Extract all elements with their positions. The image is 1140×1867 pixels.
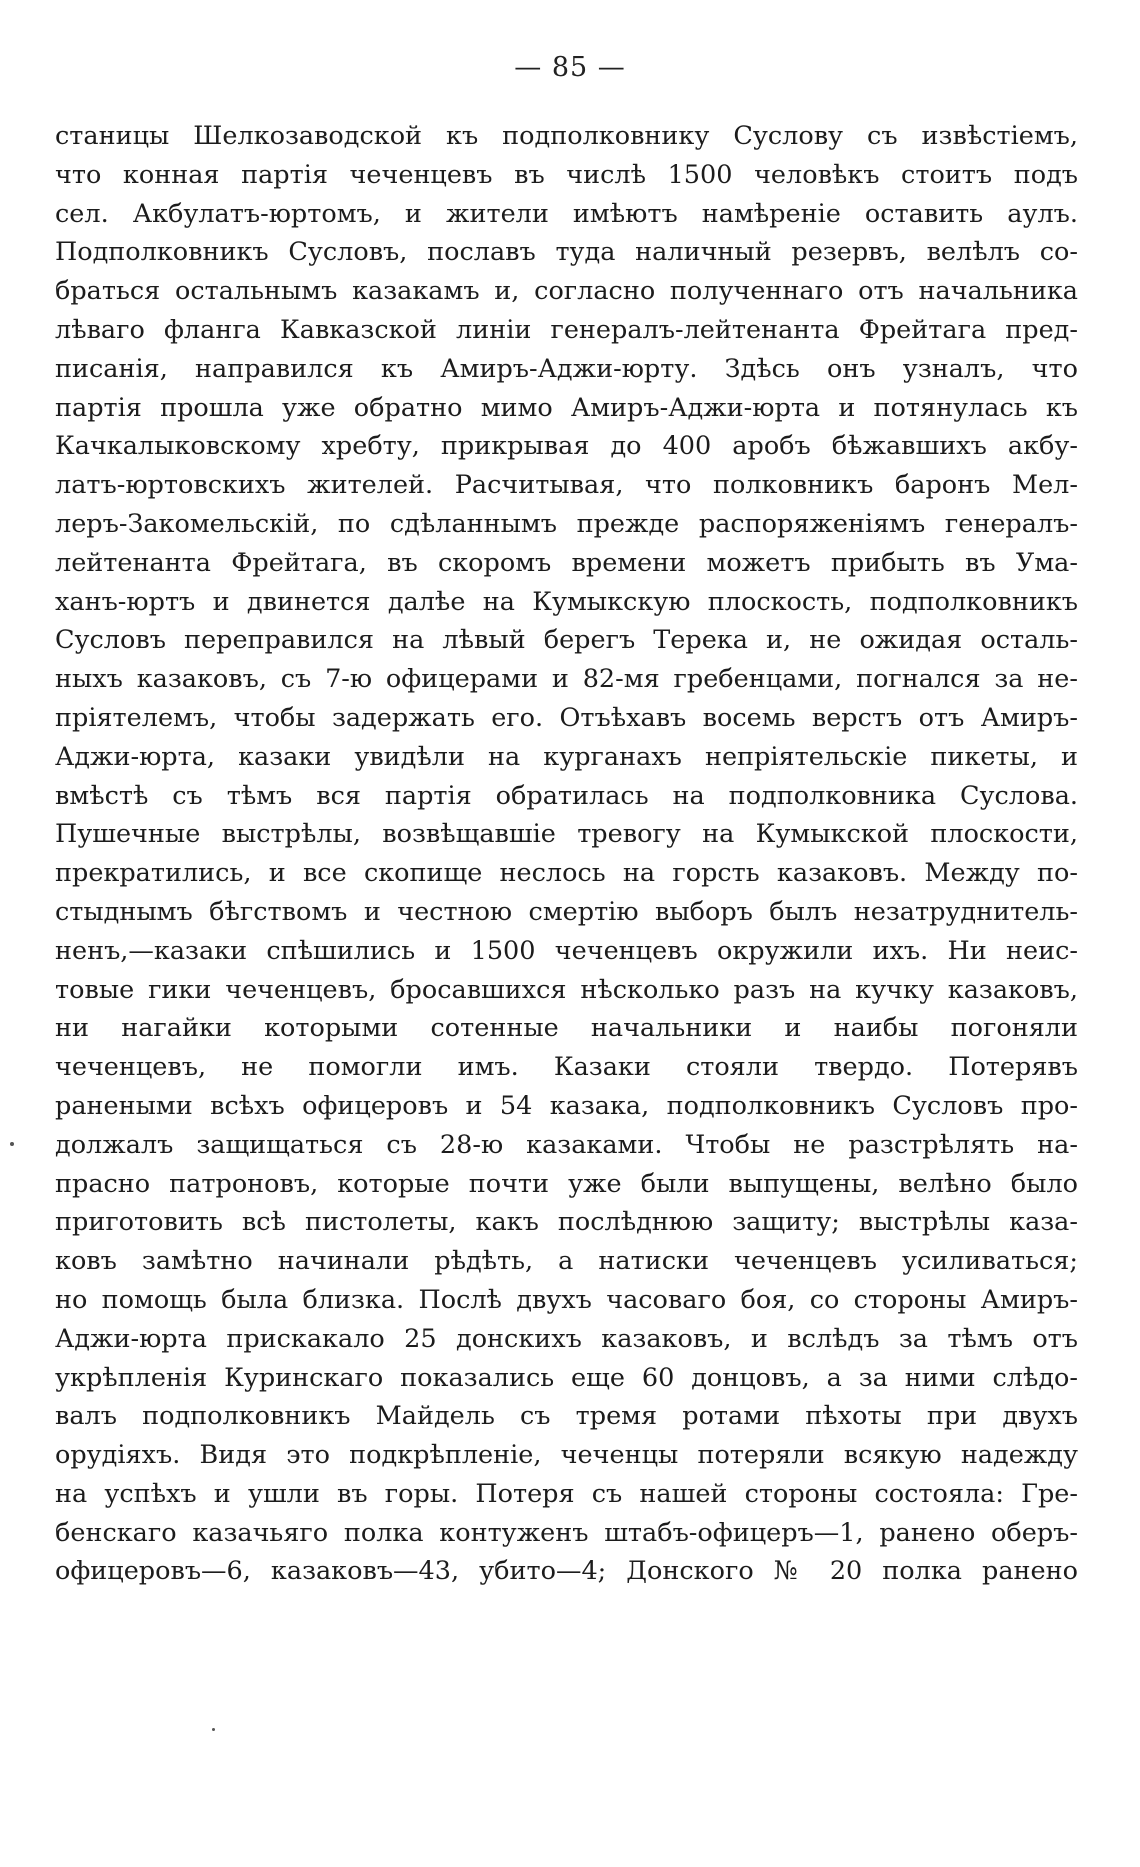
text-line: ковъ замѣтно начинали рѣдѣть, а натиски чеченцевъ усиливаться;: [55, 1246, 1078, 1277]
text-line: офицеровъ—6, казаковъ—43, убито—4; Донского № 20 полка ранено: [55, 1556, 1078, 1587]
text-line: Качкалыковскому хребту, прикрывая до 400 аробъ бѣжавшихъ акбу-: [55, 431, 1078, 462]
text-line: должалъ защищаться съ 28-ю казаками. Чтобы не разстрѣлять на-: [55, 1129, 1078, 1160]
text-line: вмѣстѣ съ тѣмъ вся партія обратилась на подполковника Суслова.: [55, 780, 1078, 811]
text-line: партія прошла уже обратно мимо Амиръ-Аджи-юрта и потянулась къ: [55, 392, 1078, 423]
text-line: стыднымъ бѣгствомъ и честною смертію выборъ былъ незатруднитель-: [55, 896, 1078, 927]
text-line: лейтенанта Фрейтага, въ скоромъ времени можетъ прибыть въ Ума-: [55, 547, 1078, 578]
text-line: укрѣпленія Куринскаго показались еще 60 донцовъ, а за ними слѣдо-: [55, 1362, 1078, 1393]
text-line: леръ-Закомельскій, по сдѣланнымъ прежде распоряженіямъ генералъ-: [55, 508, 1078, 539]
text-line: Пушечные выстрѣлы, возвѣщавшіе тревогу на Кумыкской плоскости,: [55, 819, 1078, 850]
text-line: пріятелемъ, чтобы задержать его. Отъѣхавъ восемь верстъ отъ Амиръ-: [55, 702, 1078, 733]
text-line: ныхъ казаковъ, съ 7-ю офицерами и 82-мя гребенцами, погнался за не-: [55, 664, 1078, 695]
text-line: ханъ-юртъ и двинется далѣе на Кумыкскую плоскость, подполковникъ: [55, 586, 1078, 617]
text-line: станицы Шелкозаводской къ подполковнику Суслову съ извѣстіемъ,: [55, 121, 1078, 151]
text-line: Сусловъ переправился на лѣвый берегъ Терека и, не ожидая осталь-: [55, 625, 1078, 656]
text-line: писанія, направился къ Амиръ-Аджи-юрту. Здѣсь онъ узналъ, что: [55, 353, 1078, 384]
text-line: прасно патроновъ, которые почти уже были выпущены, велѣно было: [55, 1168, 1078, 1199]
text-line: товые гики чеченцевъ, бросавшихся нѣсколько разъ на кучку казаковъ,: [55, 974, 1078, 1005]
body-text: [55, 117, 1078, 1591]
text-line: латъ-юртовскихъ жителей. Расчитывая, что полковникъ баронъ Мел-: [55, 470, 1078, 501]
text-line: на успѣхъ и ушли въ горы. Потеря съ нашей стороны состояла: Гре-: [55, 1478, 1078, 1509]
text-line: но помощь была близка. Послѣ двухъ часоваго боя, со стороны Амиръ-: [55, 1284, 1078, 1315]
text-line: орудіяхъ. Видя это подкрѣпленіе, чеченцы потеряли всякую надежду: [55, 1440, 1078, 1471]
text-line: Аджи-юрта, казаки увидѣли на курганахъ непріятельскіе пикеты, и: [55, 741, 1078, 772]
scan-speck: [10, 1142, 14, 1146]
text-line: ранеными всѣхъ офицеровъ и 54 казака, подполковникъ Сусловъ про-: [55, 1090, 1078, 1121]
text-line: ненъ,—казаки спѣшились и 1500 чеченцевъ окружили ихъ. Ни неис-: [55, 935, 1078, 966]
text-line: Подполковникъ Сусловъ, пославъ туда наличный резервъ, велѣлъ со-: [55, 237, 1078, 268]
text-line: Аджи-юрта прискакало 25 донскихъ казаковъ, и вслѣдъ за тѣмъ отъ: [55, 1323, 1078, 1354]
text-line: сел. Акбулатъ-юртомъ, и жители имѣютъ намѣреніе оставить аулъ.: [55, 198, 1078, 229]
text-line: прекратились, и все скопище неслось на горсть казаковъ. Между по-: [55, 858, 1078, 889]
text-line: чеченцевъ, не помогли имъ. Казаки стояли твердо. Потерявъ: [55, 1052, 1078, 1083]
text-line: приготовить всѣ пистолеты, какъ послѣднюю защиту; выстрѣлы каза-: [55, 1207, 1078, 1238]
text-line: что конная партія чеченцевъ въ числѣ 1500 человѣкъ стоитъ подъ: [55, 159, 1078, 190]
text-line: браться остальнымъ казакамъ и, согласно полученнаго отъ начальника: [55, 276, 1078, 307]
scan-speck: [212, 1728, 215, 1731]
text-line: валъ подполковникъ Майдель съ тремя ротами пѣхоты при двухъ: [55, 1401, 1078, 1432]
text-line: ни нагайки которыми сотенные начальники и наибы погоняли: [55, 1013, 1078, 1044]
text-line: лѣваго фланга Кавказской линіи генералъ-лейтенанта Фрейтага пред-: [55, 314, 1078, 345]
text-line: бенскаго казачьяго полка контуженъ штабъ-офицеръ—1, ранено оберъ-: [55, 1517, 1078, 1548]
page-number: — 85 —: [514, 52, 626, 83]
